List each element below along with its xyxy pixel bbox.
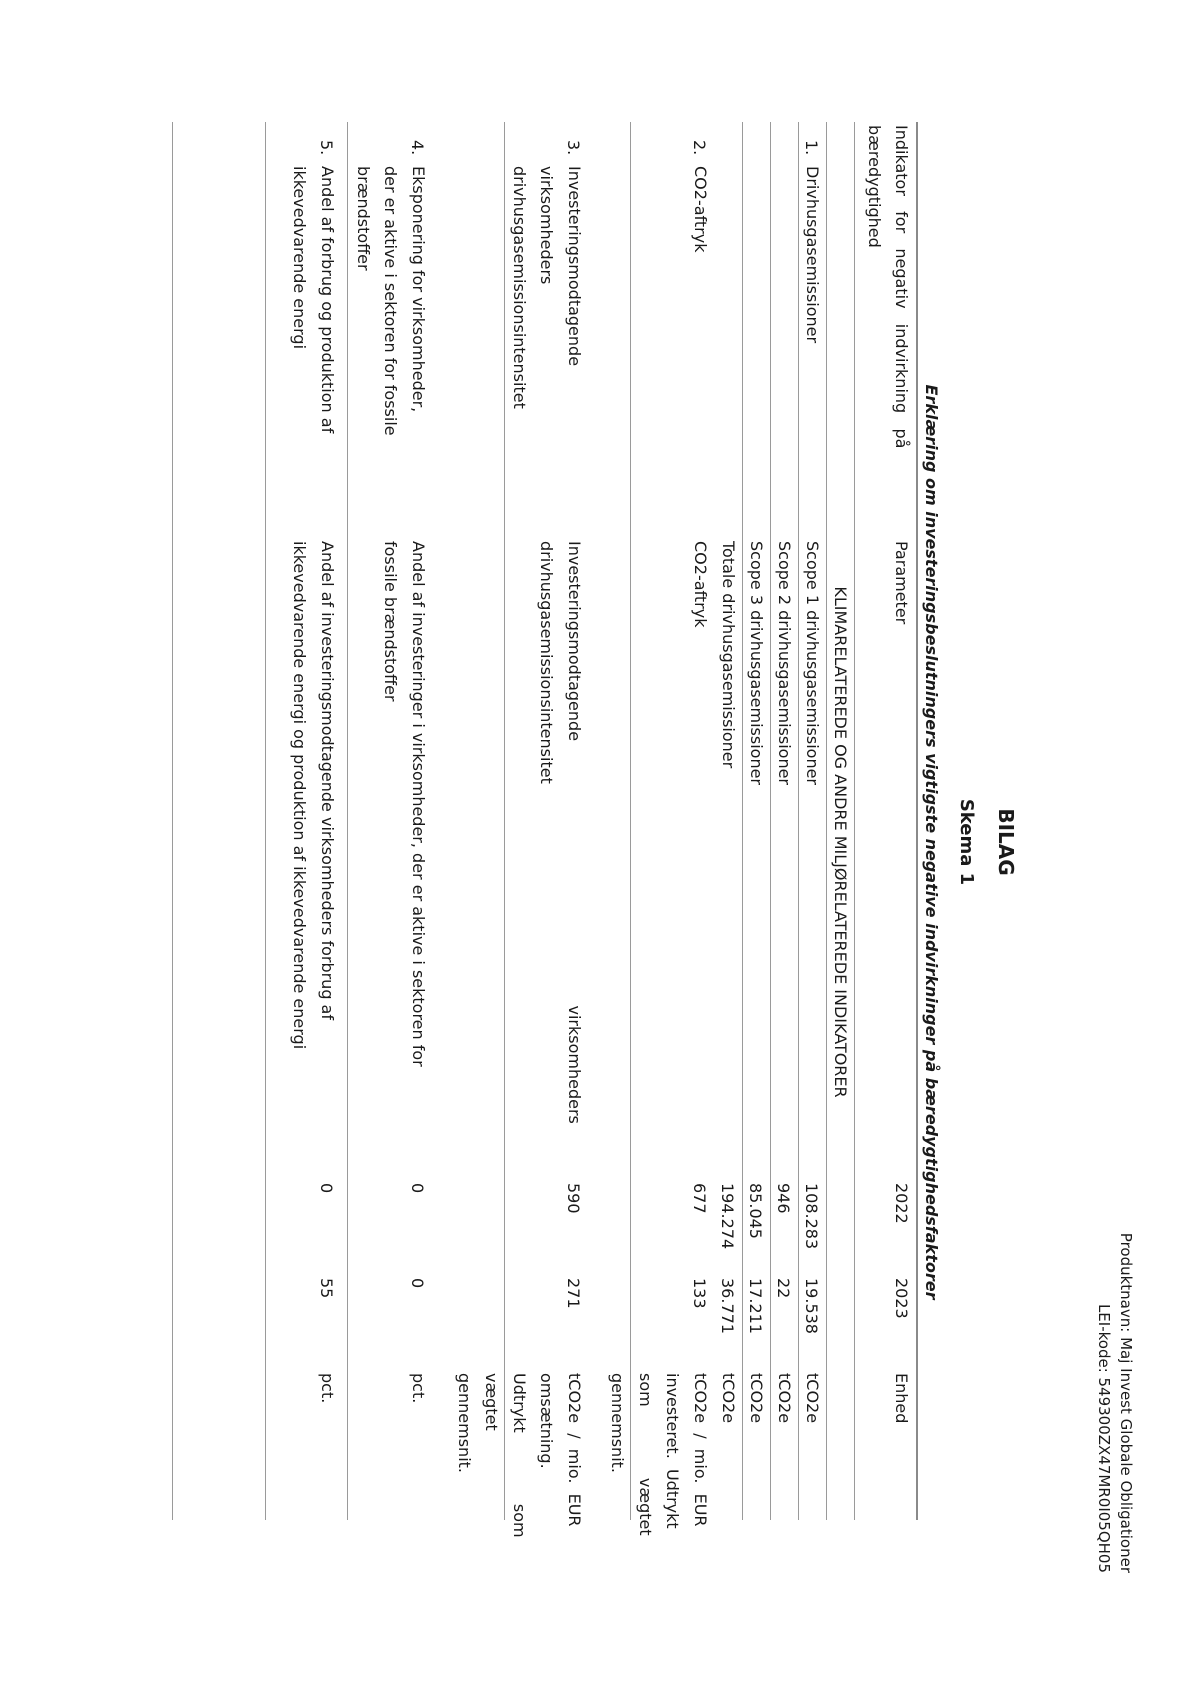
row5-number: 2.	[690, 140, 709, 156]
rule-under-section	[826, 122, 827, 1520]
row7-value-2023: 0	[408, 1278, 427, 1289]
row7-unit: pct.	[409, 1373, 428, 1404]
col-parameter-header: Parameter	[892, 541, 911, 625]
table-caption: Erklæring om investeringsbeslutningers vigtigste negative indvirkninger på bæredygtighedsfaktorer	[922, 384, 941, 1300]
row5-indicator	[687, 166, 715, 252]
col-2022-header: 2022	[892, 1183, 911, 1224]
row6-value-2022: 590	[564, 1183, 583, 1214]
row7-parameter-line1: Andel af investeringer i virksomheder, der er aktive i sektoren for	[409, 541, 428, 1067]
row7-indicator-line1: Eksponering for virksomheder,	[409, 166, 428, 413]
col-2023-header: 2023	[892, 1278, 911, 1319]
row6-parameter	[533, 541, 588, 1124]
lei-code: LEI-kode: 549300ZX47MR0I05QH05	[1095, 1303, 1113, 1573]
row6-parameter-line2: drivhusgasemissionsintensitet	[537, 541, 557, 784]
row2-unit: tCO2e	[775, 1373, 794, 1424]
rule-bottom	[172, 122, 173, 1520]
row7-value-2022: 0	[408, 1183, 427, 1194]
row6-indicator-line3: drivhusgasemissionsintensitet	[510, 166, 529, 409]
row7-indicator-line2: der er aktive i sektoren for fossile	[381, 166, 401, 436]
row8-parameter	[286, 541, 341, 1049]
rule-row4	[630, 122, 631, 1520]
row5-unit	[604, 1373, 714, 1536]
row3-parameter: Scope 3 drivhusgasemissioner	[747, 541, 766, 785]
row1-parameter: Scope 1 drivhusgasemissioner	[803, 541, 822, 785]
row5-unit-line4: gennemsnit.	[608, 1373, 628, 1473]
rule-row7	[265, 122, 266, 1520]
row1-indicator	[799, 166, 827, 343]
col-unit-header: Enhed	[892, 1373, 911, 1424]
row1-value-2023: 19.538	[802, 1278, 821, 1334]
row6-unit-line5: gennemsnit.	[455, 1373, 474, 1473]
row4-value-2023: 36.771	[718, 1278, 737, 1334]
row1-value-2022: 108.283	[802, 1183, 821, 1250]
row2-value-2023: 22	[774, 1278, 793, 1299]
row6-value-2023: 271	[564, 1278, 583, 1309]
row6-parameter-line1: Investeringsmodtagende virksomheders	[565, 541, 584, 1124]
row7-parameter-line2: fossile brændstoffer	[381, 541, 401, 702]
schema-subtitle: Skema 1	[956, 798, 977, 886]
rule-row3	[742, 122, 743, 1520]
row6-indicator	[506, 166, 589, 409]
row8-parameter-line2: ikkevedvarende energi og produktion af ikkevedvarende energi	[290, 541, 310, 1050]
row6-unit-line1: tCO2e / mio. EUR	[565, 1373, 584, 1527]
rule-under-header	[854, 122, 855, 1520]
row6-indicator-line1: Investeringsmodtagende	[565, 166, 584, 367]
row6-number: 3.	[564, 140, 583, 156]
row1-indicator-line: Drivhusgasemissioner	[803, 166, 822, 344]
row2-value-2022: 946	[774, 1183, 793, 1214]
row3-value-2023: 17.211	[746, 1278, 765, 1334]
col-indicator-header	[865, 125, 910, 448]
row1-unit: tCO2e	[803, 1373, 822, 1424]
row6-unit-line2: omsætning.	[537, 1373, 557, 1469]
row8-indicator-line2: ikkevedvarende energi	[290, 166, 310, 350]
section-heading: KLIMARELATEREDE OG ANDRE MILJØRELATEREDE INDIKATORER	[831, 586, 850, 1098]
page-title: BILAG	[994, 808, 1018, 876]
col-indicator-line1: Indikator for negativ indvirkning på	[892, 125, 911, 449]
row5-unit-line1: tCO2e / mio. EUR	[691, 1373, 710, 1527]
row5-value-2022: 677	[690, 1183, 709, 1214]
row7-parameter	[377, 541, 432, 1067]
row6-unit	[451, 1373, 589, 1538]
row5-unit-line3: som vægtet	[636, 1373, 655, 1536]
row7-indicator-line3: brændstoffer	[354, 166, 373, 271]
product-name: Produktnavn: Maj Invest Globale Obligationer	[1117, 1232, 1135, 1573]
row1-number: 1.	[802, 140, 821, 156]
row5-indicator-line: CO2-aftryk	[691, 166, 710, 253]
row3-unit: tCO2e	[747, 1373, 766, 1424]
row3-value-2022: 85.045	[746, 1183, 765, 1239]
row7-indicator	[350, 166, 433, 436]
rule-top	[916, 122, 918, 1520]
row8-number: 5.	[317, 140, 336, 156]
row2-parameter: Scope 2 drivhusgasemissioner	[775, 541, 794, 785]
col-indicator-line2: bæredygtighed	[865, 125, 884, 248]
row4-value-2022: 194.274	[718, 1183, 737, 1250]
row5-value-2023: 133	[690, 1278, 709, 1309]
row5-unit-line2: investeret. Udtrykt	[663, 1373, 683, 1529]
rule-row2	[770, 122, 771, 1520]
row8-value-2022: 0	[317, 1183, 336, 1194]
row6-indicator-line2: virksomheders	[537, 166, 557, 285]
row4-unit: tCO2e	[719, 1373, 738, 1424]
row4-parameter: Totale drivhusgasemissioner	[719, 541, 738, 769]
row8-indicator-line1: Andel af forbrug og produktion af	[318, 166, 337, 434]
row5-parameter: CO2-aftryk	[691, 541, 710, 628]
row8-parameter-line1: Andel af investeringsmodtagende virksomheders forbrug af	[318, 541, 337, 1020]
row8-unit: pct.	[318, 1373, 337, 1404]
row8-value-2023: 55	[317, 1278, 336, 1299]
row8-indicator	[286, 166, 341, 433]
rule-row6	[347, 122, 348, 1520]
row7-number: 4.	[408, 140, 427, 156]
row6-unit-line4: vægtet	[482, 1373, 502, 1431]
row6-unit-line3: Udtrykt som	[510, 1373, 529, 1538]
